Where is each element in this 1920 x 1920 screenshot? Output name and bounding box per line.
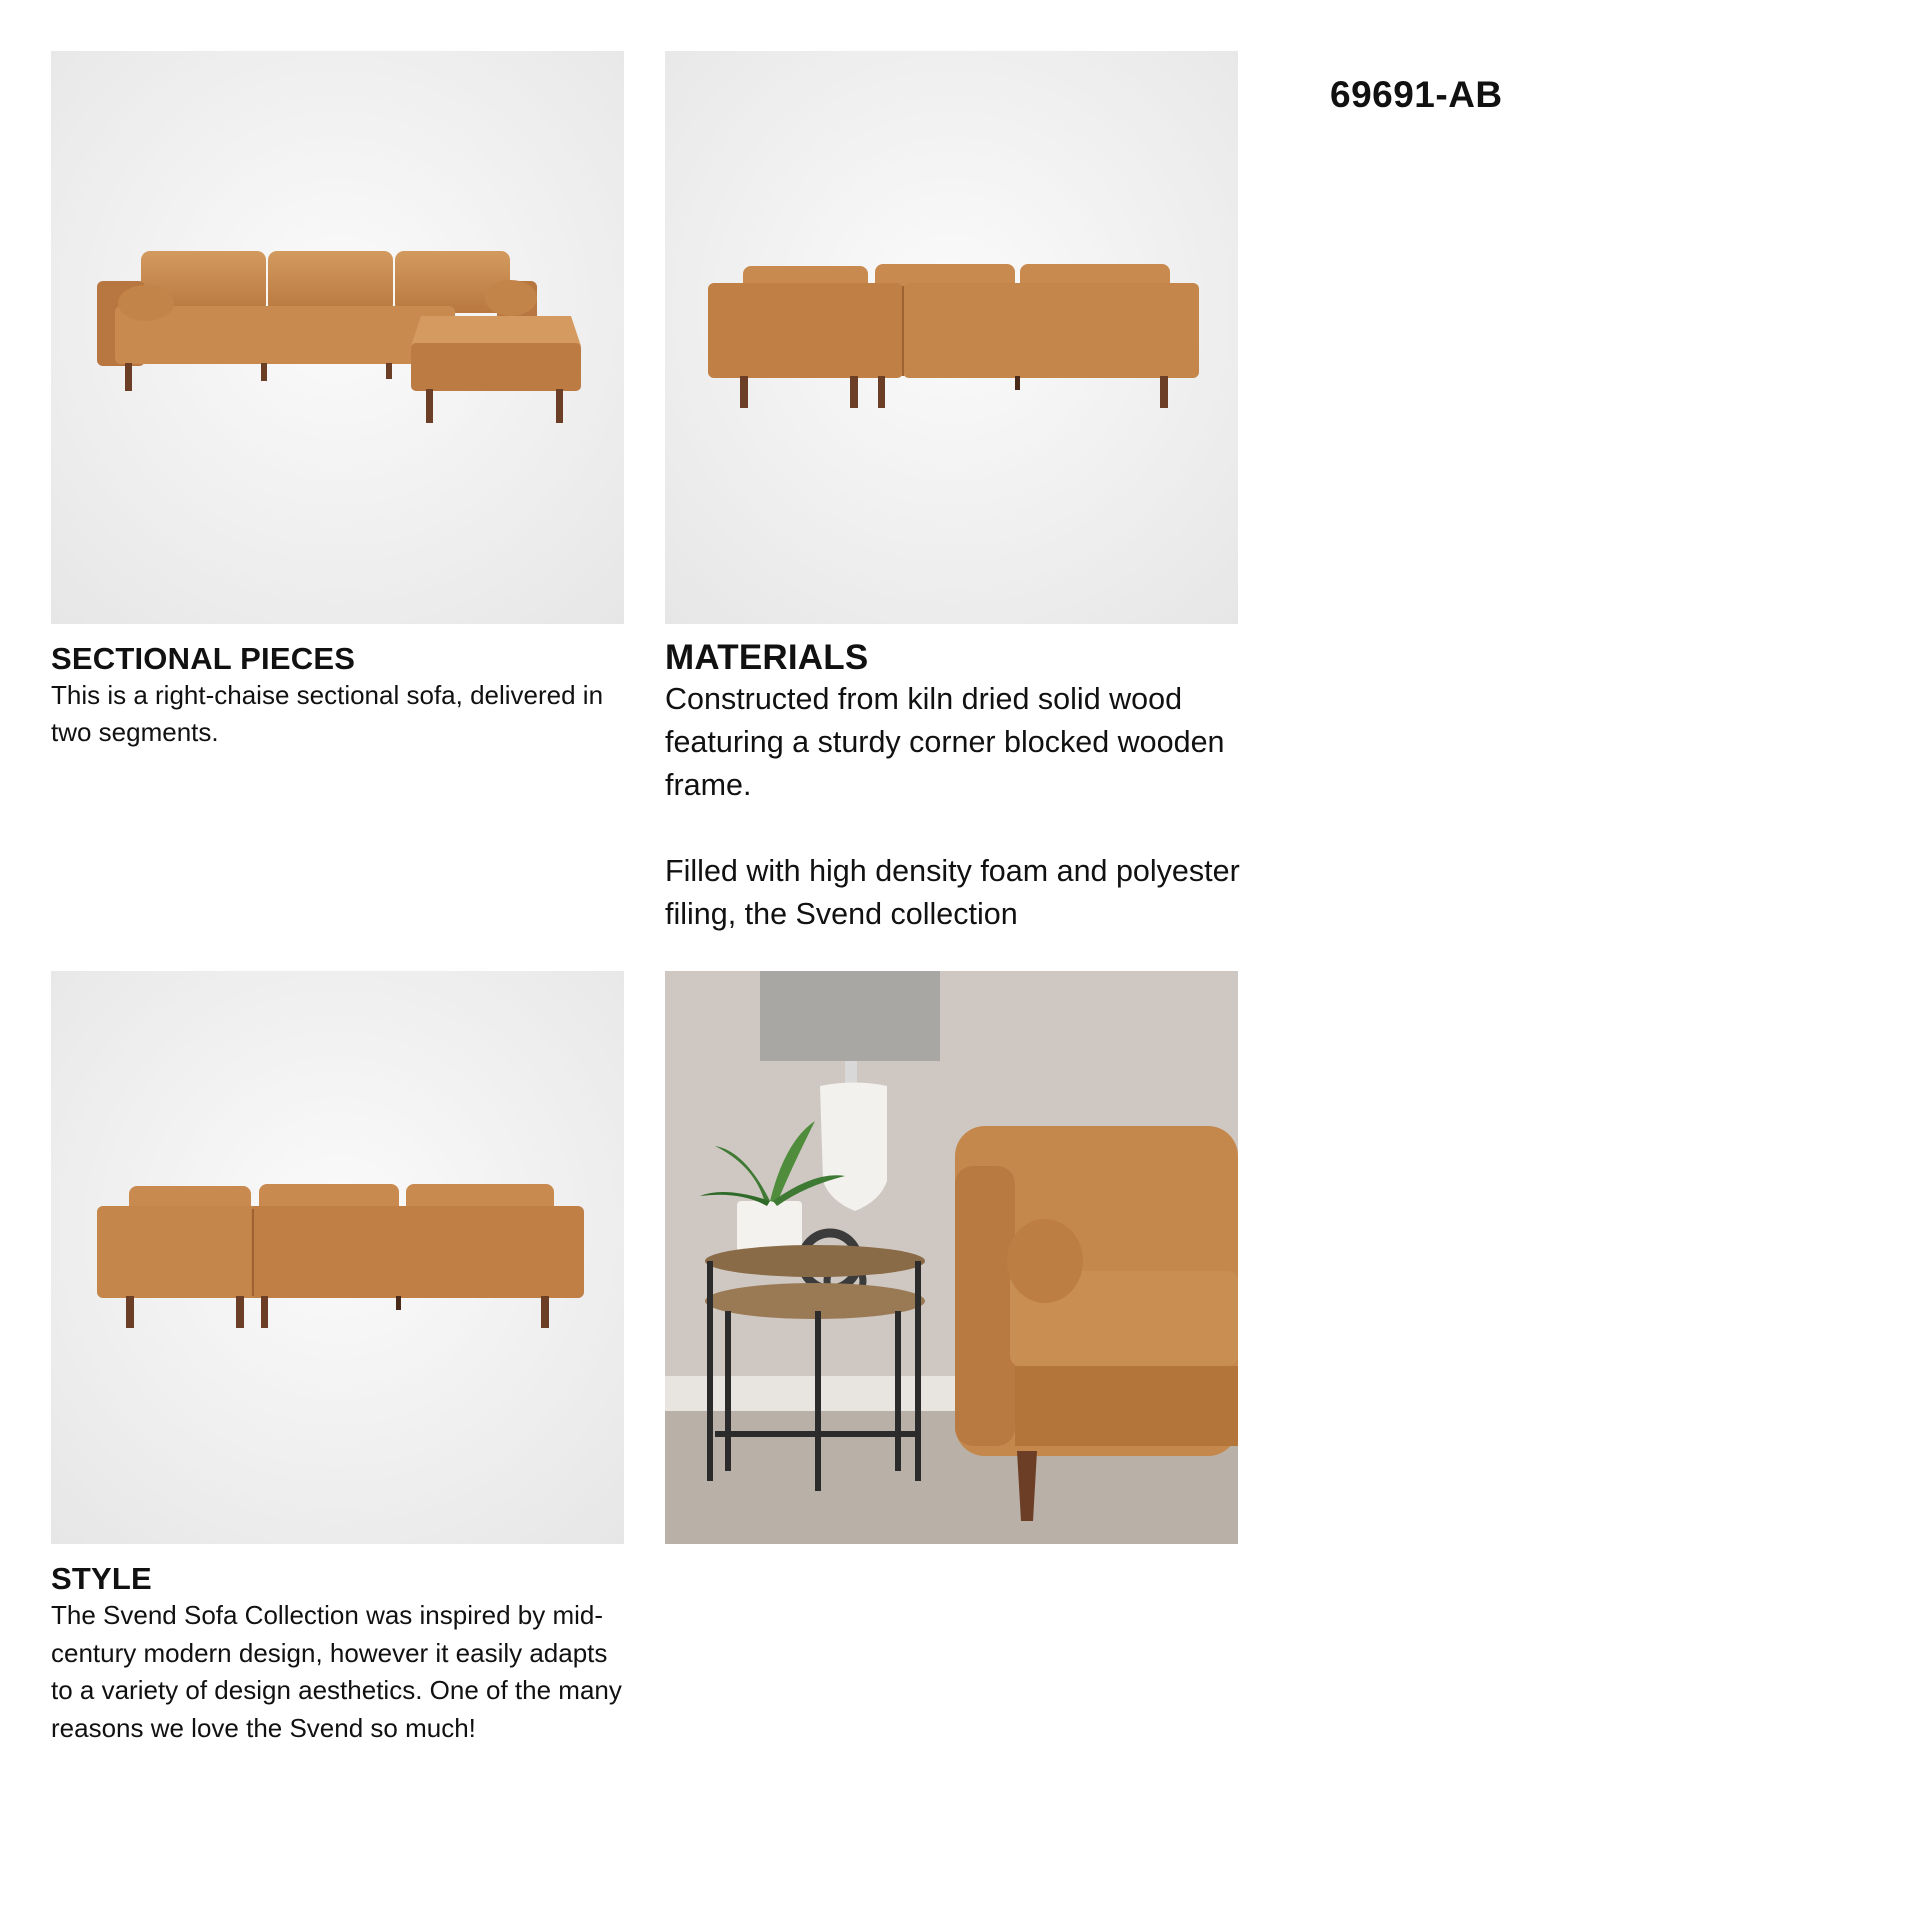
product-sku: 69691-AB xyxy=(1330,74,1503,115)
section-body: Constructed from kiln dried solid wood featuring a sturdy corner blocked wooden frame. Filled with high density foam and polyester filing, the Svend collection xyxy=(665,682,1240,931)
sofa-back-photo xyxy=(665,51,1238,624)
section-body: This is a right-chaise sectional sofa, delivered in two segments. xyxy=(51,680,604,747)
section-materials xyxy=(665,638,1255,934)
section-sectional-pieces xyxy=(51,641,631,751)
section-heading: SECTIONAL PIECES xyxy=(51,641,356,676)
sofa-front-photo xyxy=(51,51,624,624)
section-style xyxy=(51,1561,631,1747)
section-heading: MATERIALS xyxy=(665,638,869,677)
section-heading: STYLE xyxy=(51,1561,152,1596)
sofa-rear-angle-photo xyxy=(51,971,624,1544)
section-body: The Svend Sofa Collection was inspired by mid-century modern design, however it easily adapts to a variety of design aesthetics. One of the many reasons we love the Svend so much! xyxy=(51,1600,622,1743)
lifestyle-photo xyxy=(665,971,1238,1544)
